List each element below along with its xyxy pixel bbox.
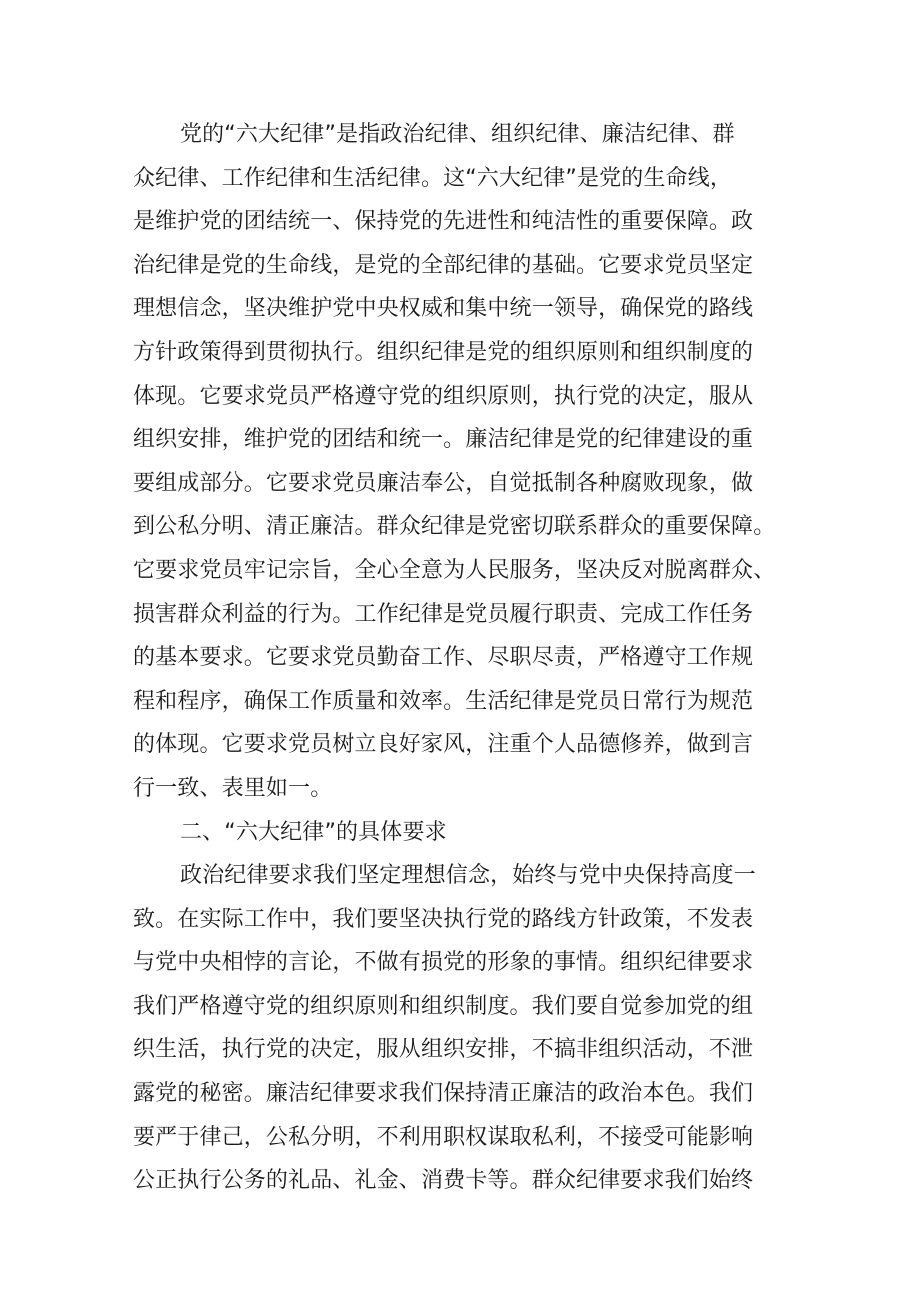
text-line: 致。在实际工作中，我们要坚决执行党的路线方针政策，不发表 [133, 906, 754, 932]
text-line: 行一致、表里如一。 [133, 775, 333, 801]
text-line: 是维护党的团结统一、保持党的先进性和纯洁性的重要保障。政 [133, 209, 754, 235]
text-line: 的体现。它要求党员树立良好家风，注重个人品德修养，做到言 [133, 732, 754, 758]
paragraph-2 [133, 854, 793, 1203]
text-line: 理想信念，坚决维护党中央权威和集中统一领导，确保党的路线 [133, 296, 754, 322]
text-line: 方针政策得到贯彻执行。组织纪律是党的组织原则和组织制度的 [133, 339, 754, 365]
text-line: 治纪律是党的生命线，是党的全部纪律的基础。它要求党员坚定 [133, 252, 754, 278]
body-text [133, 113, 793, 1203]
text-line: 到公私分明、清正廉洁。群众纪律是党密切联系群众的重要保障。 [133, 514, 776, 540]
text-line: 的基本要求。它要求党员勤奋工作、尽职尽责，严格遵守工作规 [133, 645, 754, 671]
text-line: 织生活，执行党的决定，服从组织安排，不搞非组织活动，不泄 [133, 1037, 754, 1063]
text-line: 组织安排，维护党的团结和统一。廉洁纪律是党的纪律建设的重 [133, 427, 754, 453]
text-line: 政治纪律要求我们坚定理想信念，始终与党中央保持高度一 [180, 863, 756, 889]
text-line: 我们严格遵守党的组织原则和组织制度。我们要自觉参加党的组 [133, 993, 754, 1019]
text-line: 要严于律己，公私分明，不利用职权谋取私利，不接受可能影响 [133, 1124, 754, 1150]
text-line: 露党的秘密。廉洁纪律要求我们保持清正廉洁的政治本色。我们 [133, 1081, 754, 1107]
text-line: 公正执行公务的礼品、礼金、消费卡等。群众纪律要求我们始终 [133, 1168, 754, 1194]
text-line: 它要求党员牢记宗旨，全心全意为人民服务，坚决反对脱离群众、 [133, 557, 776, 583]
section-heading: 二、“六大纪律”的具体要求 [180, 819, 447, 845]
text-line: 程和程序，确保工作质量和效率。生活纪律是党员日常行为规范 [133, 688, 754, 714]
text-line: 与党中央相悖的言论，不做有损党的形象的事情。组织纪律要求 [133, 950, 754, 976]
text-line: 体现。它要求党员严格遵守党的组织原则，执行党的决定，服从 [133, 383, 754, 409]
text-line: 损害群众利益的行为。工作纪律是党员履行职责、完成工作任务 [133, 601, 754, 627]
text-line: 众纪律、工作纪律和生活纪律。这“六大纪律”是党的生命线， [133, 165, 732, 191]
paragraph-1 [133, 113, 793, 811]
text-line: 党的“六大纪律”是指政治纪律、组织纪律、廉洁纪律、群 [180, 122, 735, 147]
text-line: 要组成部分。它要求党员廉洁奉公，自觉抵制各种腐败现象，做 [133, 470, 754, 496]
